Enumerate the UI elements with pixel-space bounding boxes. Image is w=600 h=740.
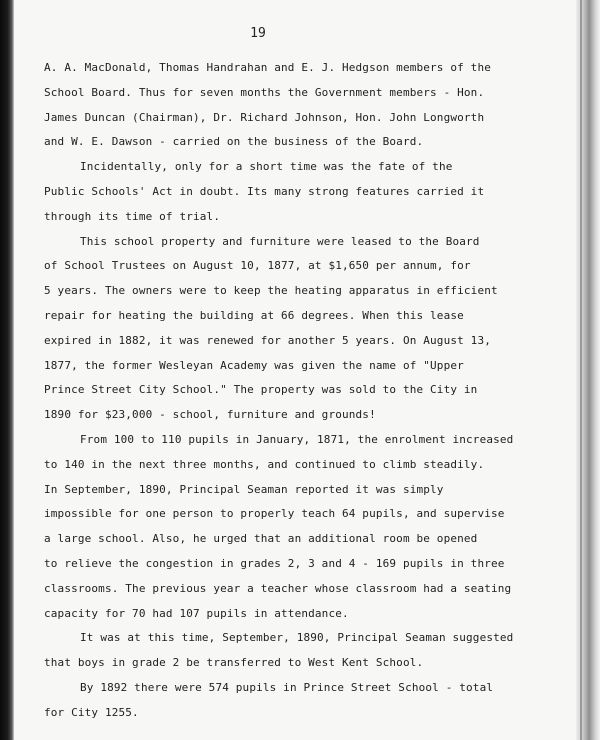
text-line: capacity for 70 had 107 pupils in attendance. bbox=[44, 606, 349, 620]
text-line: through its time of trial. bbox=[44, 209, 221, 223]
text-line: expired in 1882, it was renewed for another 5 years. On August 13, bbox=[44, 333, 491, 347]
text-line: It was at this time, September, 1890, Principal Seaman suggested bbox=[80, 631, 514, 645]
text-line: and W. E. Dawson - carried on the business of the Board. bbox=[44, 135, 424, 149]
text-line: impossible for one person to properly teach 64 pupils, and supervise bbox=[44, 507, 505, 521]
page-left-edge-shadow bbox=[0, 0, 14, 740]
text-line: repair for heating the building at 66 degrees. When this lease bbox=[44, 308, 464, 322]
text-line: 1877, the former Wesleyan Academy was given the name of "Upper bbox=[44, 358, 464, 372]
text-line: classrooms. The previous year a teacher whose classroom had a seating bbox=[44, 581, 512, 595]
text-line: to 140 in the next three months, and continued to climb steadily. bbox=[44, 457, 485, 471]
text-line: that boys in grade 2 be transferred to West Kent School. bbox=[44, 656, 424, 670]
text-line: 1890 for $23,000 - school, furniture and grounds! bbox=[44, 408, 376, 422]
text-line: A. A. MacDonald, Thomas Handrahan and E. J. Hedgson members of the bbox=[44, 61, 491, 74]
text-line: Incidentally, only for a short time was the fate of the bbox=[80, 160, 453, 174]
text-line: This school property and furniture were leased to the Board bbox=[80, 234, 480, 248]
page-number: 19 bbox=[250, 26, 266, 41]
text-line: 5 years. The owners were to keep the heating apparatus in efficient bbox=[44, 284, 498, 298]
text-line: a large school. Also, he urged that an additional room be opened bbox=[44, 532, 478, 546]
text-line: for City 1255. bbox=[44, 705, 139, 719]
text-line: School Board. Thus for seven months the Government members - Hon. bbox=[44, 85, 485, 99]
text-line: Prince Street City School." The property was sold to the City in bbox=[44, 383, 478, 397]
text-line: By 1892 there were 574 pupils in Prince Street School - total bbox=[80, 680, 494, 694]
text-line: Public Schools' Act in doubt. Its many strong features carried it bbox=[44, 184, 485, 198]
text-line: to relieve the congestion in grades 2, 3 and 4 - 169 pupils in three bbox=[44, 556, 505, 570]
page-fold-line bbox=[580, 0, 582, 740]
text-line: From 100 to 110 pupils in January, 1871, the enrolment increased bbox=[80, 432, 514, 446]
text-line: of School Trustees on August 10, 1877, at $1,650 per annum, for bbox=[44, 259, 471, 273]
text-line: In September, 1890, Principal Seaman reported it was simply bbox=[44, 482, 444, 496]
text-line: James Duncan (Chairman), Dr. Richard Johnson, Hon. John Longworth bbox=[44, 110, 485, 124]
document-body-text bbox=[44, 56, 524, 726]
